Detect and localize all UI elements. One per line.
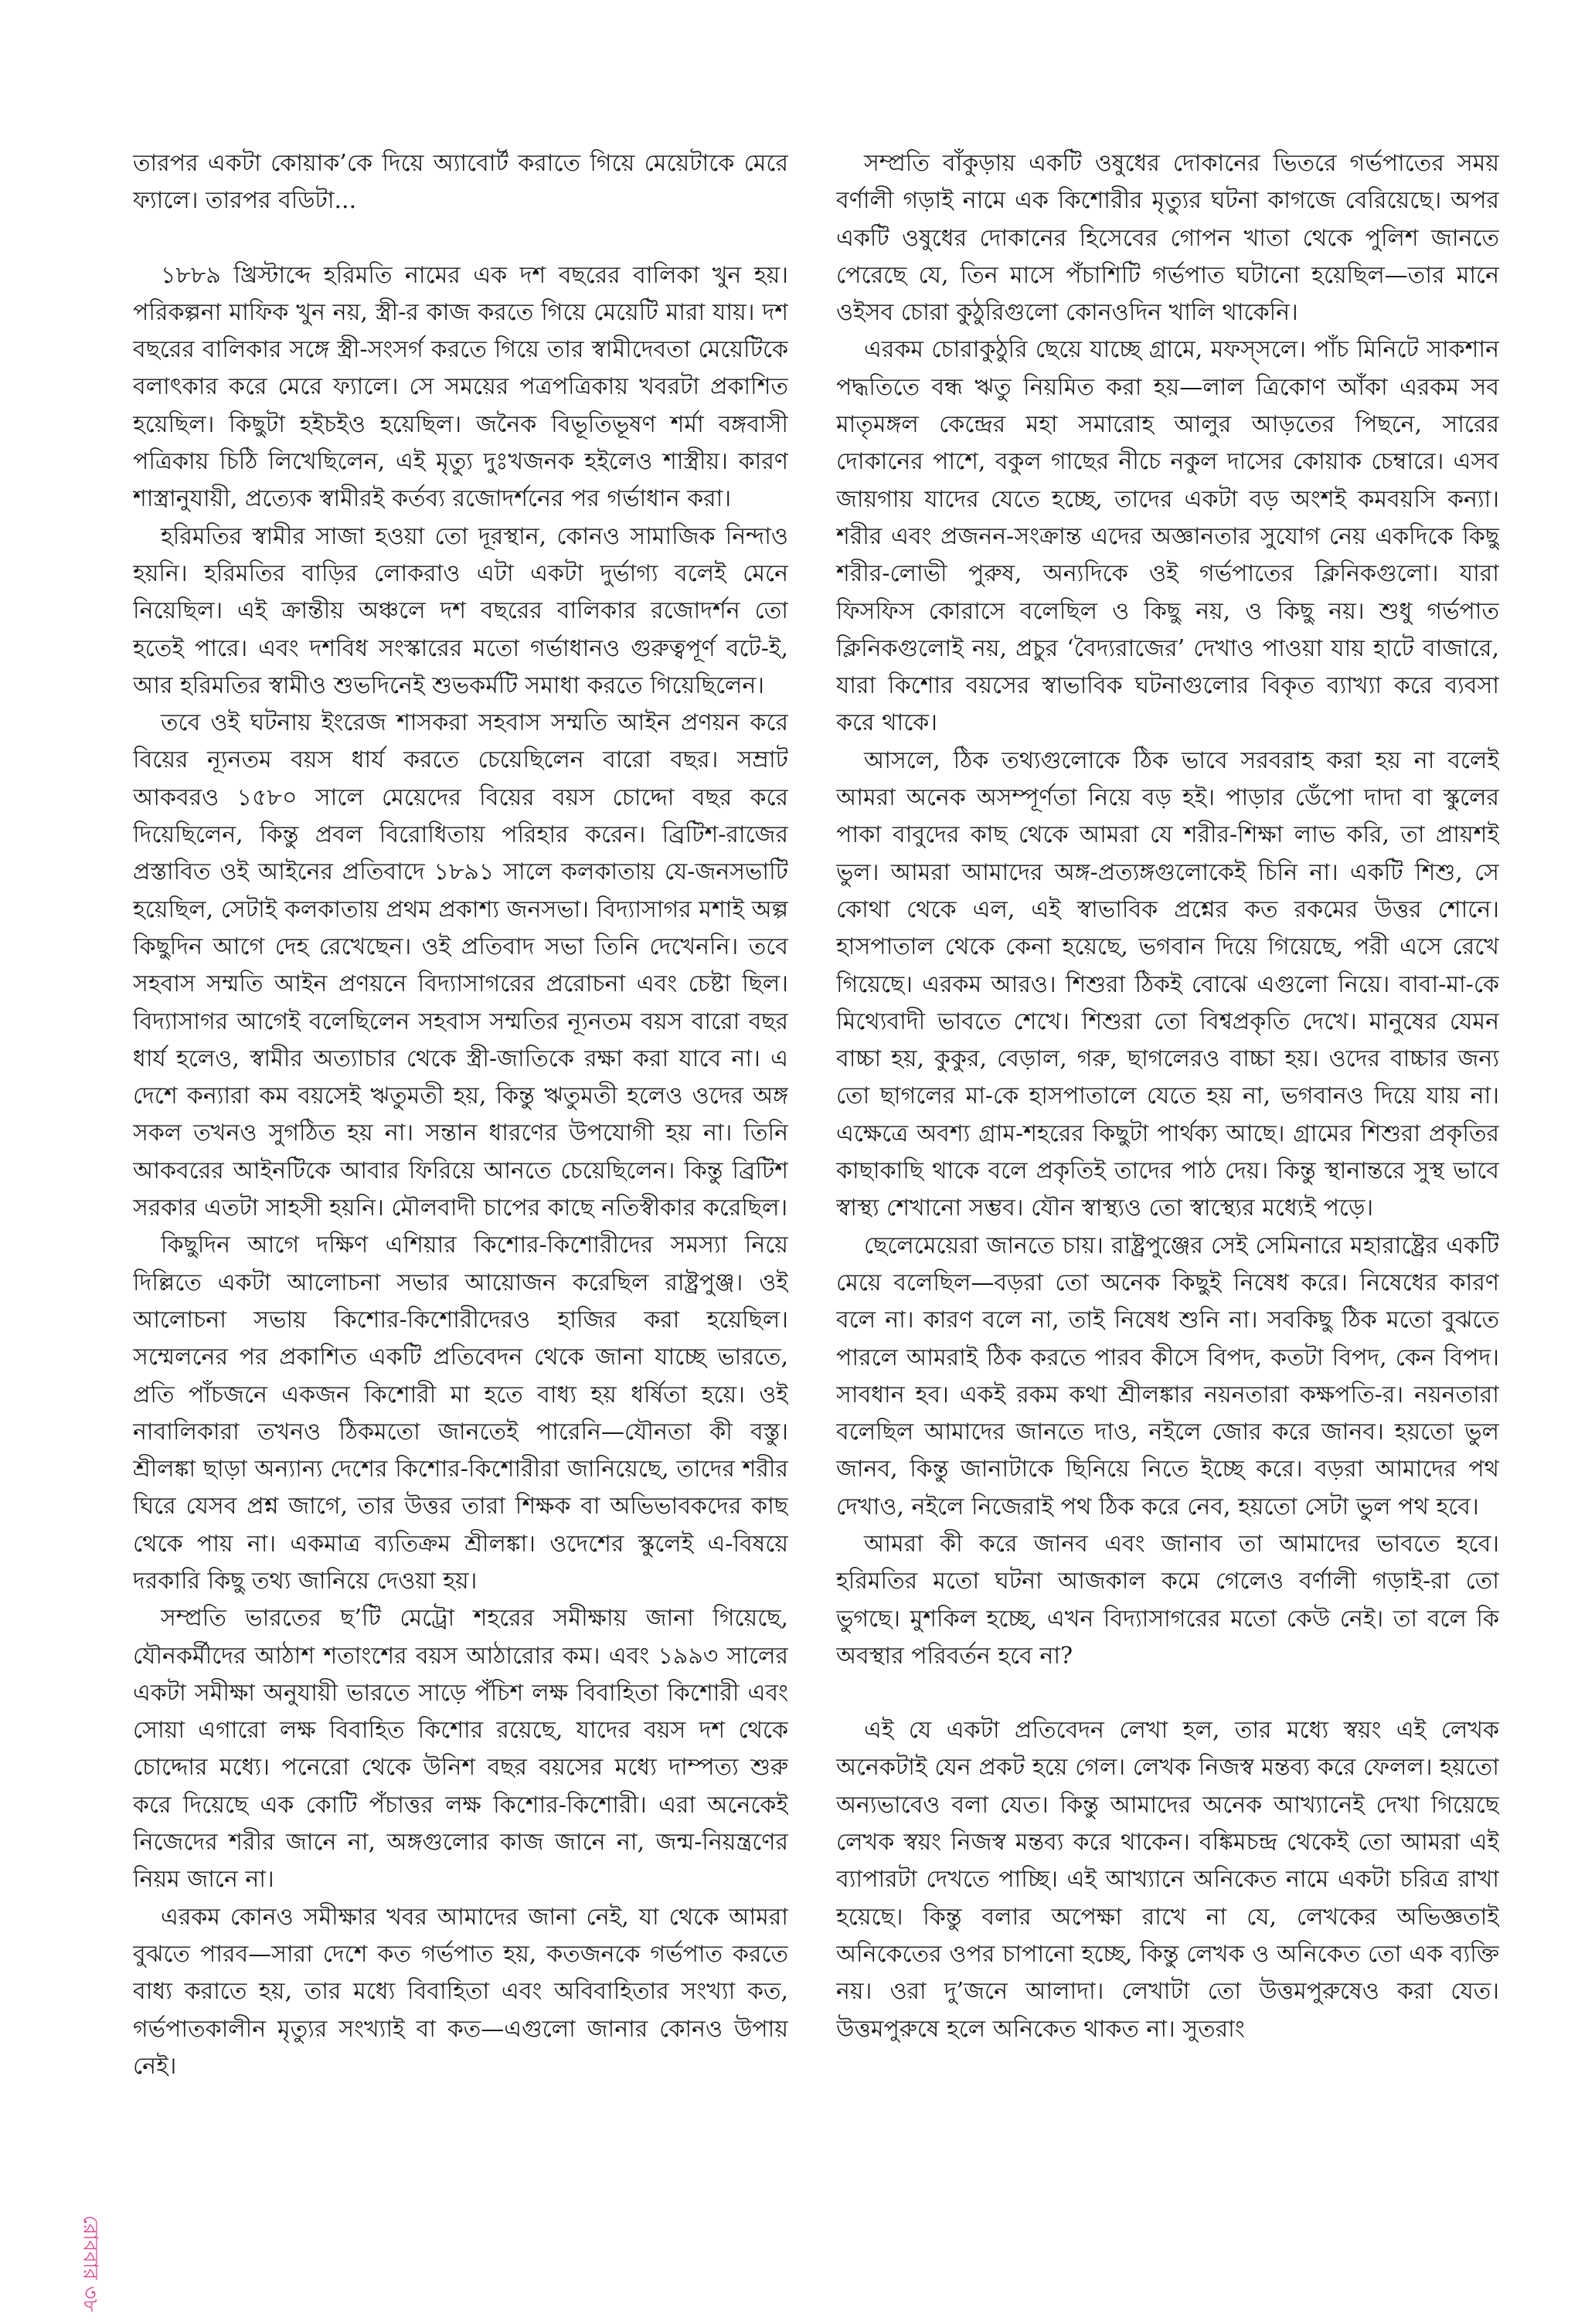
paragraph: তারপর একটা কোয়াক’কে দিয়ে অ্যাবোর্ট করাতে গিয়ে মেয়েটাকে মেরে ফ্যালে। তারপর বডিটা... [133, 150, 788, 215]
page-folio [74, 2215, 105, 2312]
paragraph: হরিমতির স্বামীর সাজা হওয়া তো দূরস্থান, কোনও সামাজিক নিন্দাও হয়নি। হরিমতির বাড়ির লোকরাও এটা একটা দুর্ভাগ্য বলেই মেনে নিয়েছিল। এই ক্রান্তীয় অঞ্চলে দশ বছরের বালিকার রজোদর্শন তো হতেই পারে। এবং দশবিধ সংস্কারের মতো গর্ভাধানও গুরুত্বপূর্ণ বটে-ই, আর হরিমতির স্বামীও শুভদিনেই শুভকর্মটি সমাধা করতে গিয়েছিলেন। [133, 522, 788, 699]
paragraph: কিছুদিন আগে দক্ষিণ এশিয়ার কিশোর-কিশোরীদের সমস্যা নিয়ে দিল্লিতে একটা আলোচনা সভার আয়োজন করেছিল রাষ্ট্রপুঞ্জ। ওই আলোচনা সভায় কিশোর-কিশোরীদেরও হাজির করা হয়েছিল। সম্মেলনের পর প্রকাশিত একটি প্রতিবেদন থেকে জানা যাচ্ছে ভারতে, প্রতি পাঁচজনে একজন কিশোরী মা হতে বাধ্য হয় ধর্ষিতা হয়ে। ওই নাবালিকারা তখনও ঠিকমতো জানতেই পারেনি—যৌনতা কী বস্তু। শ্রীলঙ্কা ছাড়া অন্যান্য দেশের কিশোর-কিশোরীরা জানিয়েছে, তাদের শরীর ঘিরে যেসব প্রশ্ন জাগে, তার উত্তর তারা শিক্ষক বা অভিভাবকদের কাছ থেকে পায় না। একমাত্র ব্যতিক্রম শ্রীলঙ্কা। ওদেশের স্কুলেই এ-বিষয়ে দরকারি কিছু তথ্য জানিয়ে দেওয়া হয়। [133, 1232, 788, 1595]
paragraph: ১৮৮৯ খ্রিস্টাব্দে হরিমতি নামের এক দশ বছরের বালিকা খুন হয়। পরিকল্পনা মাফিক খুন নয়, স্ত্রী-র কাজ করতে গিয়ে মেয়েটি মারা যায়। দশ বছরের বালিকার সঙ্গে স্ত্রী-সংসর্গ করতে গিয়ে তার স্বামীদেবতা মেয়েটিকে বলাৎকার করে মেরে ফ্যালে। সে সময়ের পত্রপত্রিকায় খবরটা প্রকাশিত হয়েছিল। কিছুটা হইচইও হয়েছিল। জনৈক বিভূতিভূষণ শর্মা বঙ্গবাসী পত্রিকায় চিঠি লিখেছিলেন, এই মৃত্যু দুঃখজনক হইলেও শাস্ত্রীয়। কারণ শাস্ত্রানুযায়ী, প্রত্যেক স্বামীরই কর্তব্য রজোদর্শনের পর গর্ভাধান করা। [133, 261, 788, 513]
paragraph: আসলে, ঠিক তথ্যগুলোকে ঠিক ভাবে সরবরাহ করা হয় না বলেই আমরা অনেক অসম্পূর্ণতা নিয়ে বড় হই। পাড়ার ডেঁপো দাদা বা স্কুলের পাকা বাবুদের কাছ থেকে আমরা যে শরীর-শিক্ষা লাভ করি, তা প্রায়শই ভুল। আমরা আমাদের অঙ্গ-প্রত্যঙ্গগুলোকেই চিনি না। একটি শিশু, সে কোথা থেকে এল, এই স্বাভাবিক প্রশ্নের কত রকমের উত্তর শোনে। হাসপাতাল থেকে কেনা হয়েছে, ভগবান দিয়ে গিয়েছে, পরী এসে রেখে গিয়েছে। এরকম আরও। শিশুরা ঠিকই বোঝে এগুলো নিয়ে। বাবা-মা-কে মিথ্যেবাদী ভাবতে শেখে। শিশুরা তো বিশ্বপ্রকৃতি দেখে। মানুষের যেমন বাচ্চা হয়, কুকুর, বেড়াল, গরু, ছাগলেরও বাচ্চা হয়। ওদের বাচ্চার জন্য তো ছাগলের মা-কে হাসপাতালে যেতে হয় না, ভগবানও দিয়ে যায় না। এক্ষেত্রে অবশ্য গ্রাম-শহরের কিছুটা পার্থক্য আছে। গ্রামের শিশুরা প্রকৃতির কাছাকাছি থাকে বলে প্রকৃতিই তাদের পাঠ দেয়। কিন্তু স্থানান্তরে সুস্থ ভাবে স্বাস্থ্য শেখানো সম্ভব। যৌন স্বাস্থ্যও তো স্বাস্থ্যের মধ্যেই পড়ে। [836, 746, 1499, 1222]
paragraph: সম্প্রতি ভারতের ছ’টি মেট্রো শহরের সমীক্ষায় জানা গিয়েছে, যৌনকর্মীদের আঠাশ শতাংশের বয়স আঠারোর কম। এবং ১৯৯৩ সালের একটা সমীক্ষা অনুযায়ী ভারতে সাড়ে পঁচিশ লক্ষ বিবাহিতা কিশোরী এবং সোয়া এগারো লক্ষ বিবাহিত কিশোর রয়েছে, যাদের বয়স দশ থেকে চোদ্দোর মধ্যে। পনেরো থেকে উনিশ বছর বয়সের মধ্যে দাম্পত্য শুরু করে দিয়েছে এক কোটি পঁচাত্তর লক্ষ কিশোর-কিশোরী। এরা অনেকেই নিজেদের শরীর জানে না, অঙ্গগুলোর কাজ জানে না, জন্ম-নিয়ন্ত্রণের নিয়ম জানে না। [133, 1605, 788, 1894]
folio-label: রোববার ৩৮ [79, 2215, 102, 2312]
left-text-column [133, 145, 788, 2231]
paragraph: এরকম কোনও সমীক্ষার খবর আমাদের জানা নেই, যা থেকে আমরা বুঝতে পারব—সারা দেশে কত গর্ভপাত হয়, কতজনকে গর্ভপাত করতে বাধ্য করাতে হয়, তার মধ্যে বিবাহিতা এবং অবিবাহিতার সংখ্যা কত, গর্ভপাতকালীন মৃত্যুর সংখ্যাই বা কত—এগুলো জানার কোনও উপায় নেই। [133, 1903, 788, 2080]
paragraph: সম্প্রতি বাঁকুড়ায় একটি ওষুধের দোকানের ভিতরে গর্ভপাতের সময় বর্ণালী গড়াই নামে এক কিশোরীর মৃত্যুর ঘটনা কাগজে বেরিয়েছে। অপর একটি ওষুধের দোকানের হিসেবের গোপন খাতা থেকে পুলিশ জানতে পেরেছে যে, তিন মাসে পঁচাশিটি গর্ভপাত ঘটানো হয়েছিল—তার মানে ওইসব চোরা কুঠুরিগুলো কোনওদিন খালি থাকেনি। [836, 150, 1499, 327]
paragraph: এরকম চোরাকুঠুরি ছেয়ে যাচ্ছে গ্রামে, মফস্সলে। পাঁচ মিনিটে সাকশান পদ্ধতিতে বন্ধ ঋতু নিয়মিত করা হয়—লাল ত্রিকোণ আঁকা এরকম সব মাতৃমঙ্গল কেন্দ্রের মহা সমারোহ আলুর আড়তের পিছনে, সারের দোকানের পাশে, বকুল গাছের নীচে নকুল দাসের কোয়াক চেম্বারে। এসব জায়গায় যাদের যেতে হচ্ছে, তাদের একটা বড় অংশই কমবয়সি কন্যা। শরীর এবং প্রজনন-সংক্রান্ত এদের অজ্ঞানতার সুযোগ নেয় একদিকে কিছু শরীর-লোভী পুরুষ, অন্যদিকে ওই গর্ভপাতের ক্লিনিকগুলো। যারা ফিসফিস কোরাসে বলেছিল ও কিছু নয়, ও কিছু নয়। শুধু গর্ভপাত ক্লিনিকগুলোই নয়, প্রচুর ‘বৈদ্যরাজের’ দেখাও পাওয়া যায় হাটে বাজারে, যারা কিশোর বয়সের স্বাভাবিক ঘটনাগুলোর বিকৃত ব্যাখ্যা করে ব্যবসা করে থাকে। [836, 336, 1499, 737]
right-text-column [836, 145, 1499, 2231]
paragraph: ছেলেমেয়েরা জানতে চায়। রাষ্ট্রপুঞ্জের সেই সেমিনারে মহারাষ্ট্রের একটি মেয়ে বলেছিল—বড়রা তো অনেক কিছুই নিষেধ করে। নিষেধের কারণ বলে না। কারণ বলে না, তাই নিষেধ শুনি না। সবকিছু ঠিক মতো বুঝতে পারলে আমরাই ঠিক করতে পারব কীসে বিপদ, কতটা বিপদ, কেন বিপদ। সাবধান হব। একই রকম কথা শ্রীলঙ্কার নয়নতারা কক্ষপতি-র। নয়নতারা বলেছিল আমাদের জানতে দাও, নইলে জোর করে জানব। হয়তো ভুল জানব, কিন্তু জানাটাকে ছিনিয়ে নিতে ইচ্ছে করে। বড়রা আমাদের পথ দেখাও, নইলে নিজেরাই পথ ঠিক করে নেব, হয়তো সেটা ভুল পথ হবে। [836, 1232, 1499, 1520]
paragraph: তবে ওই ঘটনায় ইংরেজ শাসকরা সহবাস সম্মতি আইন প্রণয়ন করে বিয়ের ন্যূনতম বয়স ধার্য করতে চেয়েছিলেন বারো বছর। সম্রাট আকবরও ১৫৮০ সালে মেয়েদের বিয়ের বয়স চোদ্দো বছর করে দিয়েছিলেন, কিন্তু প্রবল বিরোধিতায় পরিহার করেন। ব্রিটিশ-রাজের প্রস্তাবিত ওই আইনের প্রতিবাদে ১৮৯১ সালে কলকাতায় যে-জনসভাটি হয়েছিল, সেটাই কলকাতায় প্রথম প্রকাশ্য জনসভা। বিদ্যাসাগর মশাই অল্প কিছুদিন আগে দেহ রেখেছেন। ওই প্রতিবাদ সভা তিনি দেখেননি। তবে সহবাস সম্মতি আইন প্রণয়নে বিদ্যাসাগরের প্ররোচনা এবং চেষ্টা ছিল। বিদ্যাসাগর আগেই বলেছিলেন সহবাস সম্মতির ন্যূনতম বয়স বারো বছর ধার্য হলেও, স্বামীর অত্যাচার থেকে স্ত্রী-জাতিকে রক্ষা করা যাবে না। এ দেশে কন্যারা কম বয়সেই ঋতুমতী হয়, কিন্তু ঋতুমতী হলেও ওদের অঙ্গ সকল তখনও সুগঠিত হয় না। সন্তান ধারণের উপযোগী হয় না। তিনি আকবরের আইনটিকে আবার ফিরিয়ে আনতে চেয়েছিলেন। কিন্তু ব্রিটিশ সরকার এতটা সাহসী হয়নি। মৌলবাদী চাপের কাছে নতিস্বীকার করেছিল। [133, 709, 788, 1222]
paragraph: এই যে একটা প্রতিবেদন লেখা হল, তার মধ্যে স্বয়ং এই লেখক অনেকটাই যেন প্রকট হয়ে গেল। লেখক নিজস্ব মন্তব্য করে ফেলল। হয়তো অন্যভাবেও বলা যেত। কিন্তু আমাদের অনেক আখ্যানেই দেখা গিয়েছে লেখক স্বয়ং নিজস্ব মন্তব্য করে থাকেন। বঙ্কিমচন্দ্র থেকেই তো আমরা এই ব্যাপারটা দেখতে পাচ্ছি। এই আখ্যানে অনিকেত নামে একটা চরিত্র রাখা হয়েছে। কিন্তু বলার অপেক্ষা রাখে না যে, লেখকের অভিজ্ঞতাই অনিকেতের ওপর চাপানো হচ্ছে, কিন্তু লেখক ও অনিকেত তো এক ব্যক্তি নয়। ওরা দু’জনে আলাদা। লেখাটা তো উত্তমপুরুষেও করা যেত। উত্তমপুরুষে হলে অনিকেত থাকত না। সুতরাং [836, 1717, 1499, 2043]
paragraph: আমরা কী করে জানব এবং জানাব তা আমাদের ভাবতে হবে। হরিমতির মতো ঘটনা আজকাল কমে গেলেও বর্ণালী গড়াই-রা তো ভুগছে। মুশকিল হচ্ছে, এখন বিদ্যাসাগরের মতো কেউ নেই। তা বলে কি অবস্থার পরিবর্তন হবে না? [836, 1530, 1499, 1670]
